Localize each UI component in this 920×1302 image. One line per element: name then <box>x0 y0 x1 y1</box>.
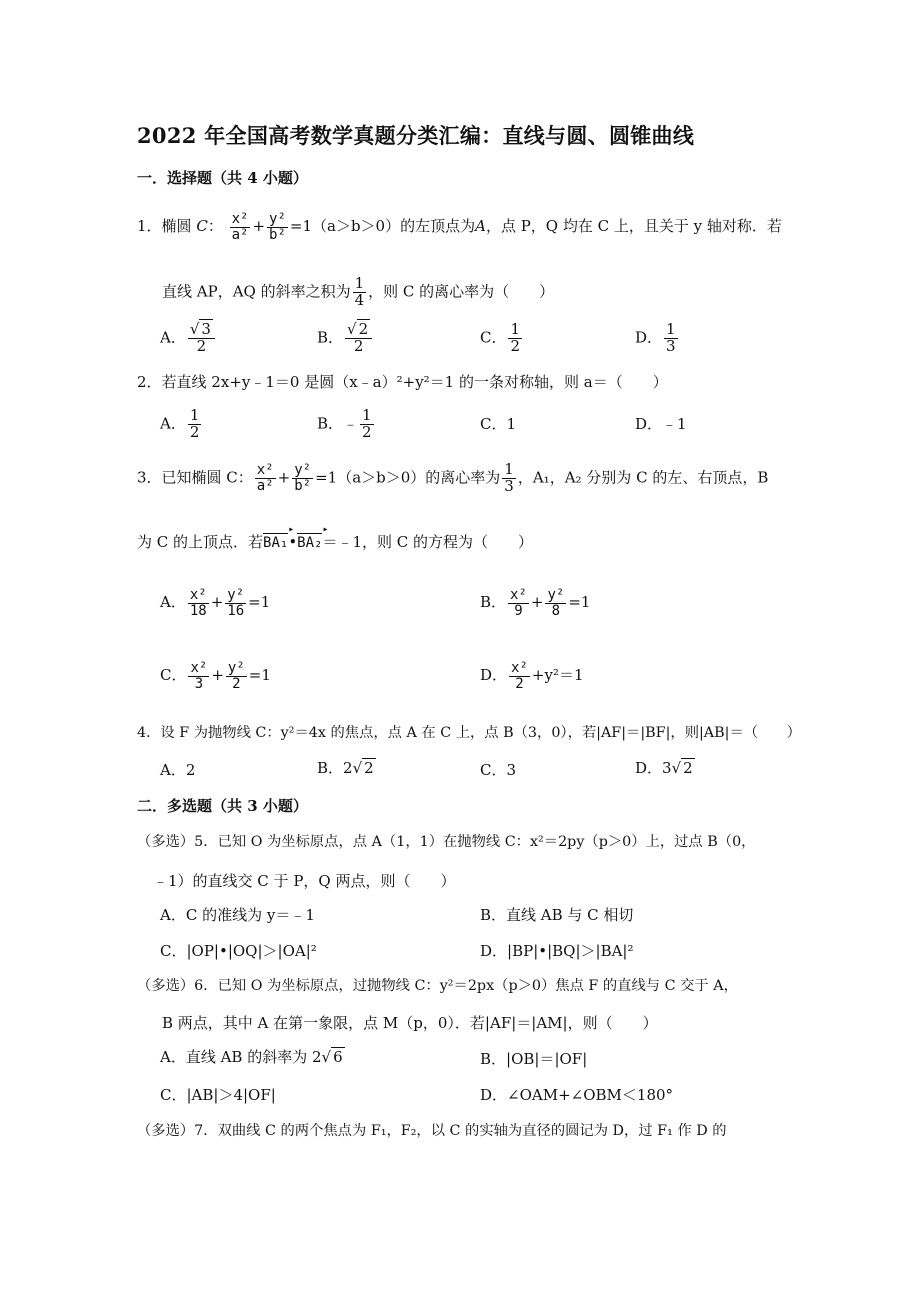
q1-frac-x: $\frac{\text{x²}}{\text{a²}}$ <box>231 211 249 243</box>
q3-eccentricity-fraction: $\frac{1}{3}$ <box>504 460 514 495</box>
q1-condition-rest: ，点 P，Q 均在 C 上，且关于 y 轴对称．若 <box>485 217 782 236</box>
question-5-line-2: ﹣1）的直线交 C 于 P，Q 两点，则（ ） <box>153 872 456 890</box>
question-6-line-1: （多选）6．已知 O 为坐标原点，过抛物线 C：y²＝2px（p＞0）焦点 F 的直线与 C 交于 A， <box>137 978 738 994</box>
question-4-stem: 4．设 F 为抛物线 C：y²＝4x 的焦点，点 A 在 C 上，点 B（3，0），若|AF|＝|BF|，则|AB|＝（ ） <box>137 725 801 741</box>
section-heading-multiple-choice: 二．多选题（共 3 小题） <box>137 797 308 815</box>
page-title: 2022 年全国高考数学真题分类汇编：直线与圆、圆锥曲线 <box>137 123 695 148</box>
q3-option-b[interactable]: B． $\frac{\text{x²}}{9}$ + $\frac{\text{y²}}{8}$ =1 <box>480 587 591 619</box>
question-1-line-1: 1．椭圆 C： $\frac{\text{x²}}{\text{a²}}$ + $\frac{\text{y²}}{\text{b²}}$ =1（a＞b＞0）的左顶点为A，点 P，Q 均在 C 上，且关于 y 轴对称．若 <box>137 211 782 243</box>
vector-ba2: BA₂ ▸ <box>297 533 322 551</box>
q1-slope-fraction: $\frac{1}{4}$ <box>354 274 365 309</box>
q3-option-a[interactable]: A． $\frac{\text{x²}}{18}$ + $\frac{\text{y²}}{16}$ =1 <box>160 587 271 619</box>
q6-option-c[interactable]: C．|AB|＞4|OF| <box>160 1086 276 1104</box>
q6-option-a[interactable]: A．直线 AB 的斜率为 2√ 6 <box>160 1048 343 1066</box>
q5-option-a[interactable]: A．C 的准线为 y＝﹣1 <box>160 906 315 924</box>
q1-curve-name: C <box>196 217 208 236</box>
question-3-line-1: 3．已知椭圆 C： $\frac{\text{x²}}{\text{a²}}$ + $\frac{\text{y²}}{\text{b²}}$ =1（a＞b＞0）的离心率为 $\frac{1}{3}$ ，A₁，A₂ 分别为 C 的左、右顶点，B <box>137 460 769 495</box>
q4-option-a[interactable]: A．2 <box>160 761 196 779</box>
section-heading-single-choice: 一．选择题（共 4 小题） <box>137 169 308 187</box>
question-5-line-1: （多选）5．已知 O 为坐标原点，点 A（1，1）在抛物线 C：x²＝2py（p＞0）上，过点 B（0， <box>137 834 756 850</box>
q3-option-d[interactable]: D． $\frac{\text{x²}}{2}$ +y²＝1 <box>480 660 584 692</box>
q4-option-b[interactable]: B．2√ 2 <box>317 759 374 777</box>
q1-option-b[interactable]: B． $\frac{√ 2}{2}$ <box>317 322 374 355</box>
question-6-line-2: B 两点，其中 A 在第一象限，点 M（p，0）．若|AF|＝|AM|，则（ ） <box>162 1014 658 1032</box>
q3-option-c[interactable]: C． $\frac{\text{x²}}{3}$ + $\frac{\text{y²}}{2}$ =1 <box>160 660 271 692</box>
q5-option-c[interactable]: C．|OP|•|OQ|＞|OA|² <box>160 942 317 960</box>
q2-option-d[interactable]: D．﹣1 <box>635 415 687 433</box>
q1-option-a[interactable]: A． $\frac{√ 3}{2}$ <box>160 322 217 355</box>
question-2-stem: 2．若直线 2x+y﹣1＝0 是圆（x﹣a）²+y²＝1 的一条对称轴，则 a＝（ ） <box>137 373 668 391</box>
question-7-line-1: （多选）7．双曲线 C 的两个焦点为 F₁，F₂，以 C 的实轴为直径的圆记为 D，过 F₁ 作 D 的 <box>137 1123 727 1139</box>
q1-number: 1．椭圆 <box>137 217 192 236</box>
question-1-line-2: 直线 AP，AQ 的斜率之积为 $\frac{1}{4}$ ，则 C 的离心率为（ ） <box>162 274 555 309</box>
q4-option-c[interactable]: C．3 <box>480 761 517 779</box>
q1-option-d[interactable]: D． $\frac{1}{3}$ <box>635 320 676 355</box>
vector-ba1: BA₁ ▸ <box>263 533 288 551</box>
q4-option-d[interactable]: D．3√ 2 <box>635 759 693 777</box>
q1-frac-y: $\frac{\text{y²}}{\text{b²}}$ <box>269 211 286 243</box>
question-3-line-2: 为 C 的上顶点．若BA₁ ▸•BA₂ ▸＝﹣1，则 C 的方程为（ ） <box>137 533 533 551</box>
q2-option-b[interactable]: B．﹣ $\frac{1}{2}$ <box>317 406 372 441</box>
q6-option-d[interactable]: D．∠OAM+∠OBM＜180° <box>480 1086 674 1104</box>
q5-option-d[interactable]: D．|BP|•|BQ|＞|BA|² <box>480 942 634 960</box>
q6-option-b[interactable]: B．|OB|＝|OF| <box>480 1050 588 1068</box>
q2-option-a[interactable]: A． $\frac{1}{2}$ <box>160 406 200 441</box>
q1-condition: =1（a＞b＞0）的左顶点为 <box>289 217 476 236</box>
q5-option-b[interactable]: B．直线 AB 与 C 相切 <box>480 906 634 924</box>
q2-option-c[interactable]: C．1 <box>480 415 517 433</box>
q1-option-c[interactable]: C． $\frac{1}{2}$ <box>480 320 521 355</box>
